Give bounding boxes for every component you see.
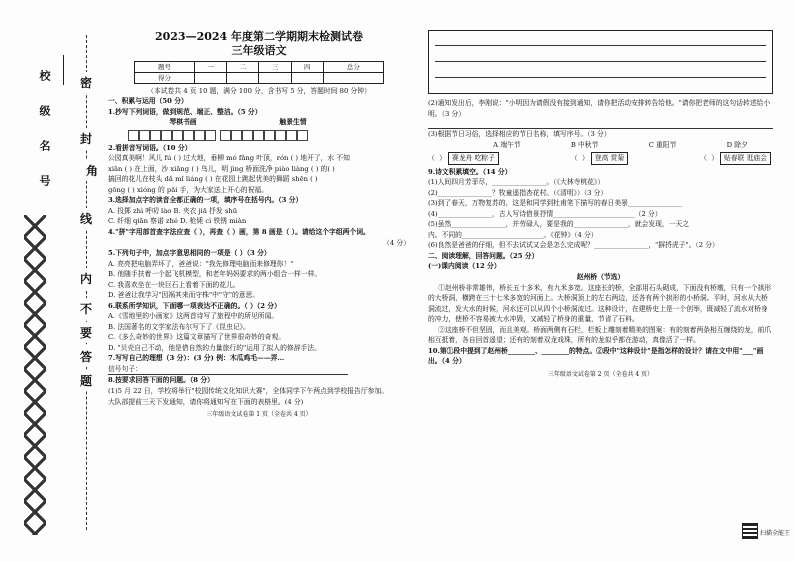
- qr-code-icon: [742, 523, 758, 539]
- seal-word: 不: [80, 298, 92, 319]
- festival-option: D 除夕: [726, 140, 748, 149]
- exam-note: （本试卷共 4 页 10 题，满分 100 分，含书写 5 分，答题时间 80 分钟）: [147, 86, 371, 95]
- option-line: B. 他随手扶着一个起飞机模型，和老年妈妈要求的两小组合一样一样。: [108, 270, 322, 279]
- question-line: 搞回的花儿在枝头 dǎ mǐ liáng ( ) 在花园上跳起优美的舞蹈 shēn ( ): [108, 175, 318, 184]
- custom-box: 登高 赏菊: [591, 152, 628, 165]
- option-line: D. "贝壳自己不动，他是借自然的力量旅行的"运用了拟人的修辞手法。: [108, 343, 321, 352]
- question-7: 7.写写自己的理想（3 分）：(3 分) 例：木瓜鸡毛——弄…: [108, 354, 285, 363]
- question-2: 2.看拼音写词语。（10 分）: [108, 143, 192, 152]
- festival-option: C 重阳节: [648, 140, 677, 149]
- copy-word: 触景生情: [279, 118, 307, 127]
- page-footer: 三年级语文试卷第 2 页（全卷共 4 页）: [547, 370, 654, 378]
- poem-line: 内。不同的________________________。《花钟》（4 分）: [428, 230, 598, 239]
- score-head-cell: 题号: [135, 61, 195, 72]
- score-input-cell[interactable]: [259, 72, 291, 83]
- score-head-cell: 一: [195, 61, 227, 72]
- binding-margin: [0, 0, 100, 561]
- reading-paragraph: ①赵州桥非常雄伟，桥长五十多米，有九米多宽。这座长的桥，全部用石头砌成，下面没有桥墩，只有一个拱形的大桥洞，横跨在三十七米多宽的河面上。大桥洞顶上的左右两边，还各有两个拱形的小桥洞。平时，河水从大桥洞流过，发大水的时候，河水还可以从四个小桥洞流过。这种设计，在建桥史上是一个创举，既减轻了流水对桥身的冲力，使桥不容易被大水冲毁，又减轻了桥身的重量，节省了石料。: [428, 283, 772, 324]
- question-4: 4."拼"字用部首查字法应查（ ），再查（ ）画，第 8 画是（ ）。请给这个字组两个词。: [108, 228, 370, 236]
- exam-subtitle: 三年级语文: [231, 43, 287, 57]
- seal-word: 内: [80, 268, 92, 289]
- poem-line: (6)良然是爸爸的仔细，但不去试试又会是怎么完成呢？________________，"摒捋虎子"。（2 分）: [428, 241, 719, 250]
- writing-grid[interactable]: [128, 130, 410, 141]
- question-8-2: (2)通知发出后，李刚说："小明因为请假没有接到通知，请你把活动安排转告给他。"请你把老师的这句话转述给小明。（3 分）: [428, 99, 771, 118]
- question-3: 3.选择加点字的读音全都正确的一项，填序号在括号内。（3 分）: [108, 196, 303, 205]
- question-line: gōng ( ) xióng 的 pāi 手，为大家送上开心的祝福。: [108, 185, 268, 194]
- score-input-cell[interactable]: [227, 72, 259, 83]
- score-table: [134, 61, 384, 84]
- question-1: 1.抄写下列词语，做到规范、端正、整洁。（5 分）: [108, 107, 262, 116]
- seal-word: 封: [80, 128, 92, 149]
- score-input-cell[interactable]: [291, 72, 323, 83]
- question-9: 9.诗文积累填空。（14 分）: [428, 167, 512, 176]
- seal-word: 答: [80, 346, 92, 367]
- poem-line: (4)________________，古人写诗借景抒情________________________（2 分）: [428, 209, 662, 218]
- school-label: 校: [38, 70, 51, 83]
- seal-word: 密: [80, 72, 92, 93]
- option-line: C. 纤细 qiān 察诺 zhé D. 枪毙 cì 铁锈 miàn: [108, 217, 247, 226]
- section-heading: 一、积累与运用（50 分）: [108, 97, 188, 106]
- custom-box: 赛龙舟 吃粽子: [448, 152, 499, 165]
- seal-word: 要: [80, 322, 92, 343]
- custom-box: 贴春联 逛庙会: [720, 152, 771, 165]
- page-footer: 三年级语文试卷第 1 页（全卷共 4 页）: [206, 411, 312, 419]
- option-line: C.《多么奇妙的世界》这篇文章描写了世界很奇妙的奇观。: [108, 333, 286, 342]
- poem-line: (3)到了春天，万物复苏的，这是和同学到杜甫笔下描写的春日美景________________: [428, 199, 683, 208]
- exam-page-2: (2)通知发出后，李刚说："小明因为请假没有接到通知，请你把活动安排转告给他。"请你把老师的这句话转述给小明。（3 分） (3)根据节日习俗，选择相应的节日名称，填写序号。（3 分） A 端午节 B 中秋节 C 重阳节 D 除夕 （ ） 赛龙舟 吃粽子 （ ） 登高 赏菊 （ ） 贴春联 逛庙会 9.诗文积累填空。（14 分） (1)人间四月芳菲尽，________________。（《大林寺桃花》） (2)________________？牧童遥指杏花村。（《清明》）（3 分） (3)到了春天，万物复苏的，这是和同学到杜甫笔下描写的春日美景________________ (4)________________，古人写诗借景抒情________________________（2 分） (5)虽然________________，并劳碌人，要是我的________________，就会发现，一天之 内。不同的________________________。《花钟》（4 分） (6)良然是爸爸的仔细，但不去试试又会是怎么完成呢？________________，"摒捋虎子"。（2 分） 二、阅读理解，回答问题。（25 分） (一)课内阅读（12 分） 赵州桥（节选） ①赵州桥非常雄伟，桥长五十多米，有九米多宽。这座长的桥，全部用石头砌成，下面没有桥墩，只有一个拱形的大桥洞，横跨在三十七米多宽的河面上。大桥洞顶上的左右两边，还各有两个拱形的小桥洞。平时，河水从大桥洞流过，发大水的时候，河水还可以从四个小桥洞流过。这种设计，在建桥史上是一个创举，既减轻了流水对桥身的冲力，使桥不容易被大水冲毁，又减轻了桥身的重量，节省了石料。 ②这座桥不但坚固，而且美观。桥面两侧有石栏，栏板上雕刻着精美的图案：有的刻着两条相互缠绕的龙，前爪相互抵着，各自回首遥望；还有的刻着双龙戏珠，所有的龙似乎都在游动，真像活了一样。 10.第①段中提到了赵州桥________、________的特点。②段中"这种设计"是指怎样的设计？请在文中用"___"画出。（4 分） 三年级语文试卷第 2 页（全卷共 4 页）: [428, 30, 773, 530]
- question-line: (1)5 月 22 日，学校将举行"校园传统文化知识大赛"，全体同学下午两点到学校报告厅参加。: [108, 386, 389, 395]
- name-label: 名: [38, 140, 51, 153]
- option-line: A.《雪地里的小画家》这两首诗写了旅程中的所见所闻。: [108, 312, 279, 321]
- school-line: [63, 55, 65, 85]
- answer-line[interactable]: [428, 119, 773, 129]
- question-8: 8.按要求回答下面的问题。（8 分）: [108, 376, 214, 385]
- section-heading: 二、阅读理解，回答问题。（25 分）: [428, 251, 539, 260]
- exam-page-1: [108, 30, 410, 530]
- option-line: D. 爸爸让我学习"因祸其来而守株"中"守"的意思。: [108, 291, 260, 300]
- question-10: 10.第①段中提到了赵州桥________、________的特点。②段中"这种设计"是指怎样的设计？请在文中用"___"画出。（4 分）: [428, 346, 764, 366]
- question-8-3: (3)根据节日习俗，选择相应的节日名称，填写序号。（3 分）: [428, 130, 611, 139]
- score-head-cell: 总分: [323, 61, 383, 72]
- score-input-cell[interactable]: [323, 72, 383, 83]
- poem-line: (2)________________？牧童遥指杏花村。（《清明》）（3 分）: [428, 188, 608, 197]
- reading-title: 赵州桥（节选）: [576, 272, 625, 281]
- score-head-cell: 二: [227, 61, 259, 72]
- score-input-cell[interactable]: [195, 72, 227, 83]
- number-label: 号: [38, 175, 51, 188]
- poem-line: (5)虽然________________，并劳碌人，要是我的________________，就会发现，一天之: [428, 220, 690, 229]
- question-5: 5.下列句子中，加点字意思相同的一项是（ ）（3 分）: [108, 249, 271, 258]
- question-line: xiān ( ) 在上面，沙 xiǎng ( ) 鸟儿，明 jìng 桥面洗净 piào liàng ( ) 的( ): [108, 164, 335, 173]
- question-line: 公园真美啊！风儿 fú ( ) 过大地，垂柳 mó fǎng 叶顶，rón ( ) 地开了，水 不知: [108, 154, 350, 163]
- score-row-label: 得分: [135, 72, 195, 83]
- poem-line: (1)人间四月芳菲尽，________________。（《大林寺桃花》）: [428, 178, 605, 187]
- option-line: C. 我喜欢坐在一块巨石上看着下面的花儿。: [108, 280, 240, 289]
- answer-line[interactable]: 信号句子：: [108, 364, 348, 376]
- reading-paragraph: ②这座桥不但坚固，而且美观。桥面两侧有石栏，栏板上雕刻着精美的图案：有的刻着两条相互缠绕的龙，前爪相互抵着，各自回首遥望；还有的刻着双龙戏珠，所有的龙似乎都在游动，真像活了一样。: [428, 325, 772, 345]
- notice-writing-box[interactable]: [428, 30, 773, 94]
- festival-option: B 中秋节: [570, 140, 599, 149]
- seal-word-right: 角: [86, 160, 98, 181]
- diamond-border: [24, 215, 46, 535]
- option-line: A. 投掷 zhì 呼叨 lào B. 夹衣 jiā 抒发 shū: [108, 206, 238, 215]
- class-label: 级: [38, 105, 51, 118]
- festival-option: A 端午节: [493, 140, 521, 149]
- seal-word: 线: [80, 208, 92, 229]
- option-line: A. 亮亮把电脑弄坏了，爸爸说："我先修理电脑而来修理你！": [108, 259, 294, 268]
- question-6: 6.联系所学知识，下面哪一项表达不正确的。（ ）（2 分）: [108, 301, 281, 310]
- score-head-cell: 四: [291, 61, 323, 72]
- question-line: （4 分）: [383, 238, 410, 247]
- option-line: B. 法国著名的文学家法布尔写下了《昆虫记》。: [108, 322, 250, 331]
- copy-word: 琴棋书画: [169, 118, 197, 127]
- seal-word: 题: [80, 370, 92, 391]
- question-line: 大队部提前三天下发通知，请你将通知写在下面的表格里。(4 分): [108, 397, 304, 406]
- reading-heading: (一)课内阅读（12 分）: [428, 262, 501, 271]
- exam-title: 2023—2024 年度第二学期期末检测试卷: [154, 30, 364, 43]
- scanner-watermark: 扫描全能王: [759, 530, 790, 537]
- score-head-cell: 三: [259, 61, 291, 72]
